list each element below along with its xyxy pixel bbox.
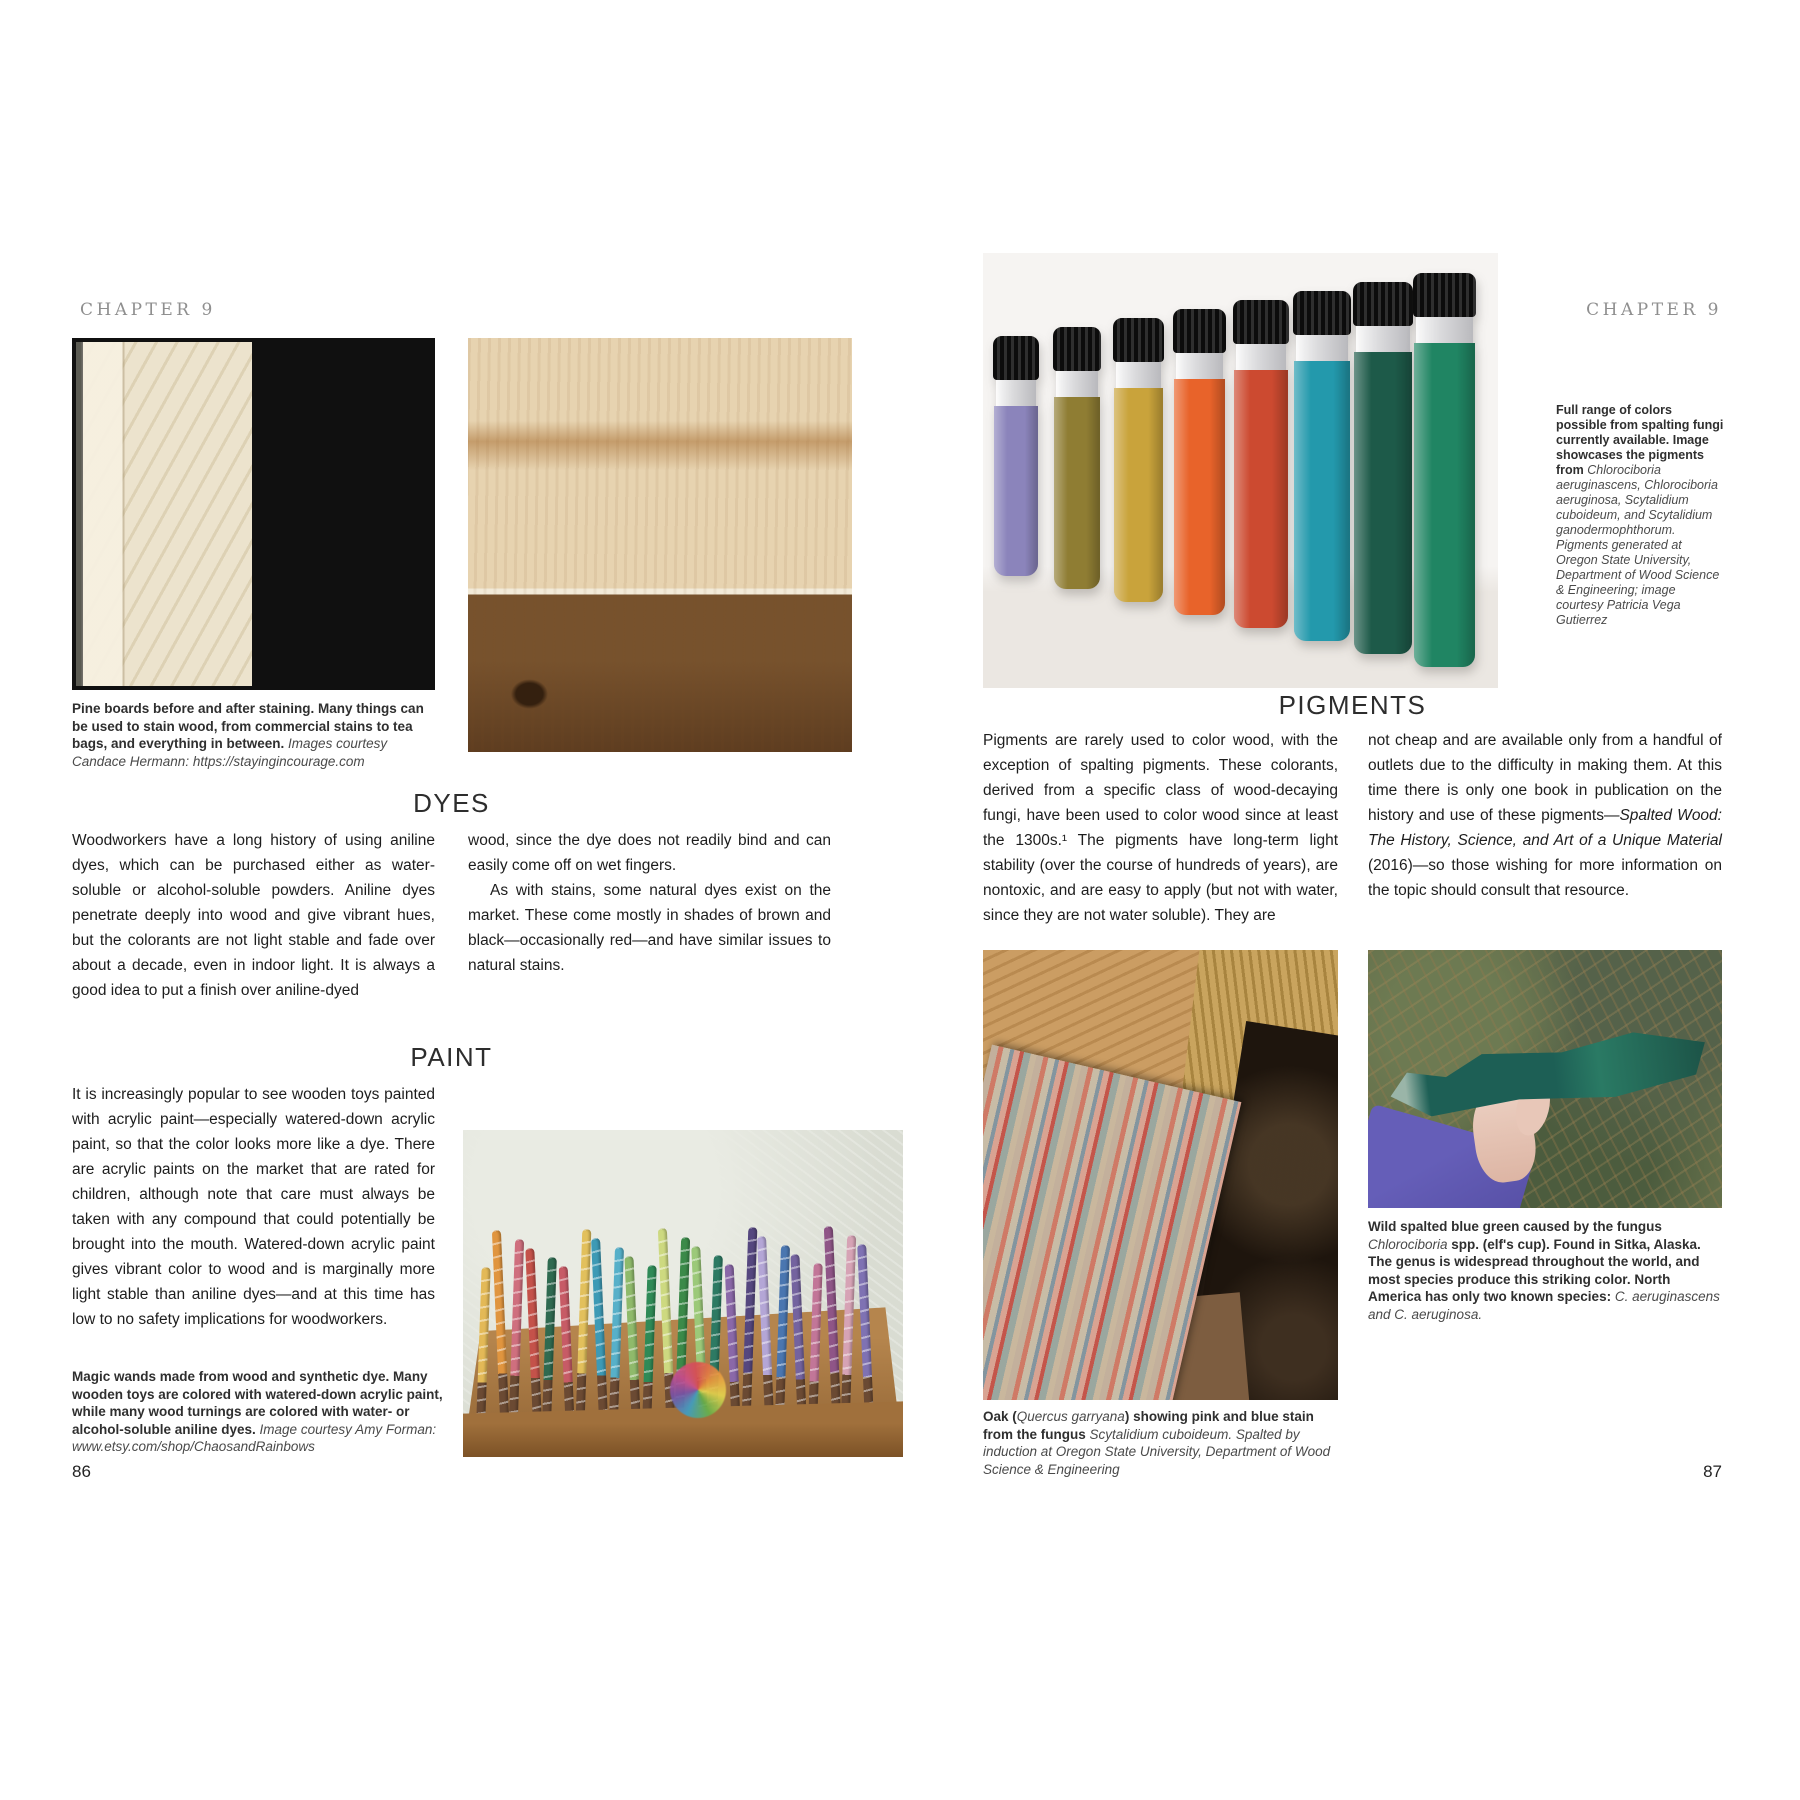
pigment-vial bbox=[1413, 273, 1476, 667]
pigment-vials-image bbox=[983, 253, 1498, 688]
pigment-vial bbox=[1293, 291, 1351, 641]
vial-liquid bbox=[1234, 370, 1288, 628]
magic-wands-caption bbox=[72, 1368, 447, 1456]
vial-liquid bbox=[994, 406, 1038, 576]
pigment-vial bbox=[1053, 327, 1101, 589]
vial-neck bbox=[1176, 353, 1223, 379]
wild-caption-i1: Chlorociboria bbox=[1368, 1236, 1448, 1252]
vial-liquid bbox=[1294, 361, 1350, 641]
vial-cap bbox=[1173, 309, 1226, 353]
dyes-heading: DYES bbox=[413, 788, 490, 818]
wood-boards-image bbox=[468, 338, 852, 752]
pigment-vial bbox=[1173, 309, 1226, 615]
oak-caption-i2: Scytalidium cuboideum. Spalted by induction at Oregon State University, Department of Wood Science & Engineering bbox=[983, 1426, 1331, 1477]
dyes-column-2 bbox=[468, 828, 831, 978]
magic-wands-image bbox=[463, 1130, 903, 1457]
wild-caption-r2: spp. (elf's cup). Found in Sitka, Alaska. The genus is widespread throughout the world, and most species produce this striking color. North America has only two known species: bbox=[1368, 1236, 1701, 1304]
vial-cap bbox=[1353, 282, 1413, 326]
vial-liquid bbox=[1114, 388, 1163, 602]
vials-caption-credit: Chlorociboria aeruginascens, Chlorociboria aeruginosa, Scytalidium cuboideum, and Scytalidium ganodermophthorum. Pigments generated at Oregon State University, Department of Wood Science & Engineering; image courtesy Patricia Vega Gutierrez bbox=[1556, 463, 1720, 627]
oak-caption-r2: ) showing pink and blue stain from the fungus bbox=[983, 1409, 1314, 1442]
vial-liquid bbox=[1174, 379, 1225, 615]
pigments-p1: not cheap and are available only from a handful of outlets due to the difficulty in making them. At this time there is only one book in publication on the history and use of these pigments— bbox=[1368, 732, 1722, 824]
pigment-vial bbox=[1233, 300, 1289, 628]
wands-caption-credit: Image courtesy Amy Forman: www.etsy.com/shop/ChaosandRainbows bbox=[72, 1421, 437, 1454]
vial-liquid bbox=[1414, 343, 1475, 667]
dyes-paragraph-2: As with stains, some natural dyes exist on the market. These come mostly in shades of brown and black—occasionally red—and have similar issues to natural stains. bbox=[468, 882, 831, 974]
wild-caption-r1: Wild spalted blue green caused by the fungus bbox=[1368, 1219, 1662, 1234]
oak-spalted-image bbox=[983, 950, 1338, 1400]
wild-spalted-image bbox=[1368, 950, 1722, 1208]
vial-neck bbox=[996, 380, 1036, 406]
wands-caption-text: Magic wands made from wood and synthetic dye. Many wooden toys are colored with watered-down acrylic paint, while many wood turnings are colored with water- or alcohol-soluble aniline dyes. bbox=[72, 1369, 443, 1437]
pine-caption-credit: Images courtesy Candace Hermann: https://stayingincourage.com bbox=[72, 736, 388, 769]
vials-caption-text: Full range of colors possible from spalting fungi currently available. Image showcases the pigments from bbox=[1556, 403, 1724, 477]
vial-neck bbox=[1416, 317, 1473, 343]
dyes-column-1: Woodworkers have a long history of using aniline dyes, which can be purchased either as water-soluble or alcohol-soluble powders. Aniline dyes penetrate deeply into wood and give vibrant hues, but the colorants are not light stable and fade over about a decade, even in indoor light. It is always a good idea to put a finish over aniline-dyed bbox=[72, 832, 435, 999]
oak-caption-r1: Oak ( bbox=[983, 1409, 1017, 1424]
vial-neck bbox=[1356, 326, 1410, 352]
pigments-p2: (2016)—so those wishing for more information on the topic should consult that resource. bbox=[1368, 857, 1722, 899]
pine-caption-text: Pine boards before and after staining. Many things can be used to stain wood, from commercial stains to tea bags, and everything in between. bbox=[72, 701, 424, 751]
chapter-header-right: CHAPTER 9 bbox=[1586, 300, 1722, 320]
paint-splash-watermark bbox=[670, 1362, 726, 1418]
paint-heading: PAINT bbox=[410, 1042, 493, 1072]
chapter-header-left: CHAPTER 9 bbox=[80, 300, 216, 320]
vials-caption bbox=[1556, 403, 1724, 628]
pigment-vial bbox=[1113, 318, 1164, 602]
page-number-left: 86 bbox=[72, 1462, 91, 1481]
vial-cap bbox=[993, 336, 1039, 380]
vial-cap bbox=[1293, 291, 1351, 335]
pine-boards-image bbox=[72, 338, 435, 690]
vial-liquid bbox=[1354, 352, 1412, 654]
pigments-heading: PIGMENTS bbox=[1278, 690, 1427, 720]
pine-unstained-panel bbox=[76, 342, 252, 686]
vial-cap bbox=[1233, 300, 1289, 344]
wild-spalted-caption bbox=[1368, 1218, 1722, 1323]
vial-liquid bbox=[1054, 397, 1100, 589]
wild-caption-i2: C. aeruginascens and C. aeruginosa. bbox=[1368, 1289, 1720, 1322]
page-number-right: 87 bbox=[1703, 1462, 1722, 1481]
pigment-vial bbox=[1353, 282, 1413, 654]
vial-cap bbox=[1113, 318, 1164, 362]
vial-neck bbox=[1296, 335, 1348, 361]
vial-neck bbox=[1056, 371, 1098, 397]
vial-cap bbox=[1413, 273, 1476, 317]
pigments-column-1: Pigments are rarely used to color wood, with the exception of spalting pigments. These colorants, derived from a specific class of wood-decaying fungi, have been used to color wood since at least the 1300s.¹ The pigments have long-term light stability (over the course of hundreds of years), are nontoxic, and are easy to apply (but not with water, since they are not water soluble). They are bbox=[983, 732, 1338, 924]
pine-boards-caption bbox=[72, 700, 440, 770]
vial-neck bbox=[1116, 362, 1161, 388]
vial-neck bbox=[1236, 344, 1286, 370]
pigments-column-2 bbox=[1368, 728, 1722, 903]
pigment-vial bbox=[993, 336, 1039, 576]
oak-caption-i1: Quercus garryana bbox=[1016, 1409, 1125, 1424]
vial-cap bbox=[1053, 327, 1101, 371]
pigments-book-title: Spalted Wood: The History, Science, and Art of a Unique Material bbox=[1368, 807, 1722, 849]
pine-stained-panel bbox=[256, 342, 432, 686]
dyes-paragraph-1: wood, since the dye does not readily bind and can easily come off on wet fingers. bbox=[468, 832, 831, 874]
paint-body: It is increasingly popular to see wooden toys painted with acrylic paint—especially watered-down acrylic paint, so that the color looks more like a dye. There are acrylic paints on the market that are rated for children, although note that care must always be taken with any compound that could potentially be brought into the mouth. Watered-down acrylic paint gives vibrant color to wood and is marginally more light stable than aniline dyes—and at this time has low to no safety implications for woodworkers. bbox=[72, 1086, 435, 1328]
